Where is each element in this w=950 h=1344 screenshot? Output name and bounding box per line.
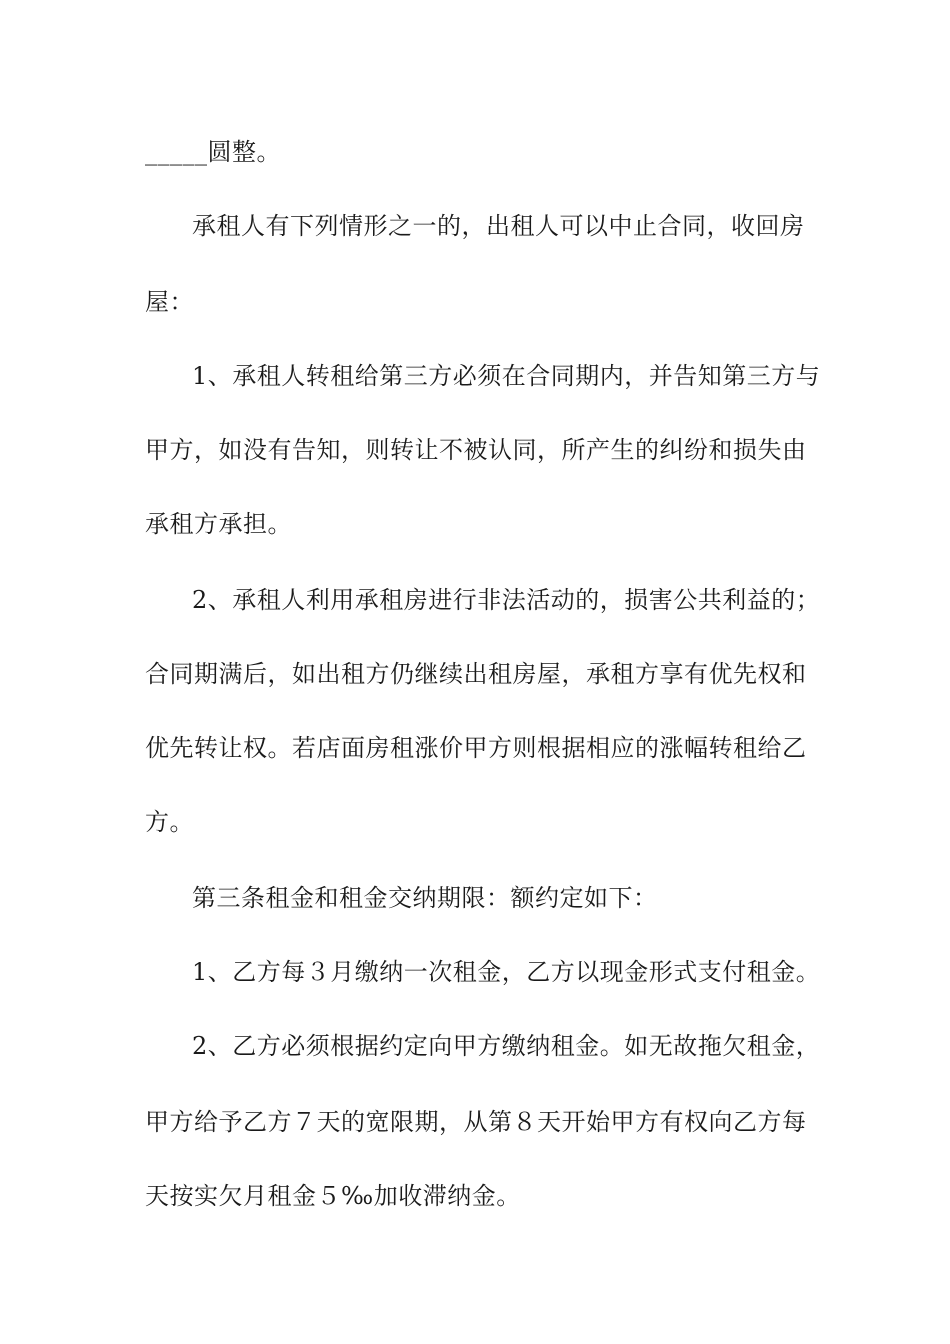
paragraph-termination-intro: 承租人有下列情形之一的，出租人可以中止合同，收回房 (192, 212, 805, 240)
text-line-amount: _____圆整。 (145, 138, 281, 166)
rent-clause-2: 2、乙方必须根据约定向甲方缴纳租金。如无故拖欠租金， (192, 1032, 821, 1060)
paragraph-termination-intro-cont: 屋： (145, 288, 194, 316)
clause-1-sublease-cont-1: 甲方，如没有告知，则转让不被认同，所产生的纠纷和损失由 (145, 436, 807, 464)
rent-clause-2-cont-1: 甲方给予乙方７天的宽限期，从第８天开始甲方有权向乙方每 (145, 1108, 807, 1136)
rent-clause-1: 1、乙方每３月缴纳一次租金，乙方以现金形式支付租金。 (192, 958, 821, 986)
clause-2-illegal-activity: 2、承租人利用承租房进行非法活动的，损害公共利益的； (192, 586, 821, 614)
clause-1-sublease-cont-2: 承租方承担。 (145, 510, 292, 538)
clause-2-renewal-cont-2: 方。 (145, 808, 194, 836)
clause-2-renewal: 合同期满后，如出租方仍继续出租房屋，承租方享有优先权和 (145, 660, 807, 688)
article-3-heading: 第三条租金和租金交纳期限：额约定如下： (192, 884, 658, 912)
rent-clause-2-cont-2: 天按实欠月租金５‰加收滞纳金。 (145, 1182, 521, 1210)
clause-1-sublease: 1、承租人转租给第三方必须在合同期内，并告知第三方与 (192, 362, 821, 390)
clause-2-renewal-cont-1: 优先转让权。若店面房租涨价甲方则根据相应的涨幅转租给乙 (145, 734, 807, 762)
